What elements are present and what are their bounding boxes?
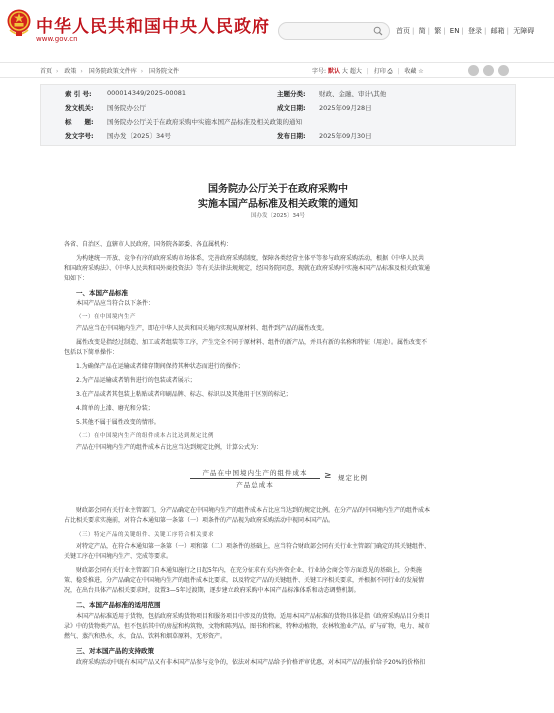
section-heading-3: 三、对本国产品的支持政策 bbox=[76, 647, 154, 655]
index-number-value: 000014349/2025-00081 bbox=[107, 89, 186, 97]
national-emblem-icon[interactable] bbox=[6, 8, 32, 38]
section-heading-2: 二、本国产品标准的适用范围 bbox=[76, 601, 161, 609]
link-home[interactable]: 首页 bbox=[396, 27, 410, 35]
formula-numerator: 产品在中国境内生产的组件成本 bbox=[202, 469, 308, 477]
document-number: 国办发〔2025〕34号 bbox=[251, 213, 305, 219]
share-wechat-icon[interactable] bbox=[468, 65, 479, 76]
cost-ratio-formula bbox=[190, 468, 400, 494]
paragraph: 占比相关要求实施前，对符合本通知第一条第（一）项条件的产品视为政府采购活动中视同本国产品。 bbox=[64, 517, 335, 524]
share-weibo-icon[interactable] bbox=[483, 65, 494, 76]
formula-fraction-line bbox=[190, 478, 320, 479]
salutation: 各省、自治区、直辖市人民政府，国务院各部委、各直属机构： bbox=[64, 241, 233, 248]
paragraph: 产品应当在中国境内生产，即在中华人民共和国关境内实现从原材料、组件到产品的属性改变。 bbox=[76, 325, 329, 332]
favorite-button[interactable]: 收藏 bbox=[404, 68, 417, 75]
meta-row-issuer bbox=[41, 103, 517, 116]
paragraph: 策、稳妥推进，分产品确定在中国境内生产的组件成本比要求，以及特定产品的关键组件、关键工序相关要求，并根据不同行业的发展情 bbox=[64, 577, 425, 584]
formula-rhs: 规定比例 bbox=[338, 474, 368, 482]
document-title-line2: 实施本国产品标准及相关政策的通知 bbox=[198, 199, 358, 210]
title-label: 标 题: bbox=[65, 118, 94, 126]
page-tools: 字号: 默认 大 超大 | 打印 ⎙ | 收藏 ☆ bbox=[312, 68, 424, 75]
paragraph: 对特定产品，在符合本通知第一条第（一）项和第（二）项条件的基础上，应当符合财政部会同有关行业主管部门确定的其关键组件、 bbox=[76, 543, 431, 550]
meta-row-docnum bbox=[41, 131, 517, 144]
breadcrumb-state-council-docs[interactable]: 国务院文件 bbox=[149, 68, 180, 75]
star-icon: ☆ bbox=[418, 68, 424, 75]
intro-line: 和国政府采购法》、《中华人民共和国外商投资法》等有关法律法规规定，经国务院同意，现就在政府采购中实施本国产品标准及相关政策通 bbox=[64, 265, 431, 272]
formula-ge-sign: ≥ bbox=[324, 471, 332, 481]
doc-number-value: 国办发〔2025〕34号 bbox=[107, 132, 171, 140]
publish-date-value: 2025年09月30日 bbox=[319, 132, 372, 140]
site-header bbox=[0, 0, 554, 62]
link-login[interactable]: 登录 bbox=[468, 27, 483, 35]
paragraph: 属性改变是指经过制造、加工或者组装等工序，产生完全不同于原材料、组件的新产品，并具有新的名称和特征（用途）。属性改变不 bbox=[76, 339, 428, 346]
subject-label: 主题分类: bbox=[277, 90, 306, 98]
site-url: www.gov.cn bbox=[36, 35, 78, 43]
paragraph: 关键工序在中国境内生产、完成等要求。 bbox=[64, 553, 173, 560]
written-date-label: 成文日期: bbox=[277, 104, 306, 112]
top-links: 首页 | 简 | 繁 | EN | 登录 | 邮箱 | 无障碍 bbox=[396, 27, 535, 35]
written-date-value: 2025年09月28日 bbox=[319, 104, 372, 112]
breadcrumb-policy[interactable]: 政策 bbox=[64, 68, 77, 75]
search-input[interactable] bbox=[278, 22, 390, 40]
breadcrumb: 首页 › 政策 › 国务院政策文件库 › 国务院文件 bbox=[40, 68, 180, 75]
paragraph: 燃气、蒸汽和热水，水，食品、饮料和烟草原料，无形资产。 bbox=[64, 633, 227, 640]
intro-line: 为构建统一开放、竞争有序的政府采购市场体系，完善政府采购制度，保障各类经营主体平等参与政府采购活动，根据《中华人民共 bbox=[76, 255, 425, 262]
site-title[interactable]: 中华人民共和国中央人民政府 bbox=[36, 17, 270, 37]
link-traditional[interactable]: 繁 bbox=[434, 27, 442, 35]
print-icon: ⎙ bbox=[387, 68, 393, 75]
share-qzone-icon[interactable] bbox=[498, 65, 509, 76]
paragraph: 录》中的货物类产品，但不包括其中的房屋和构筑物，文物和陈列品，图书和档案，特种动植物，农林牧渔业产品，矿与矿物，电力、城市 bbox=[64, 623, 431, 630]
font-size-default[interactable]: 默认 bbox=[327, 68, 340, 75]
paragraph: 本国产品标准适用于货物，包括政府采购货物项目和服务项目中涉及的货物。适用本国产品标准的货物具体是指《政府采购品目分类目 bbox=[76, 613, 431, 620]
breadcrumb-bar bbox=[0, 62, 554, 78]
document-title-line1: 国务院办公厅关于在政府采购中 bbox=[208, 184, 348, 195]
link-english[interactable]: EN bbox=[449, 27, 460, 35]
section-heading-1: 一、本国产品标准 bbox=[76, 289, 128, 297]
subsection-heading: （三）特定产品的关键组件、关键工序符合相关要求 bbox=[76, 532, 215, 538]
list-item: 4.简单的上漆、磨光和分装； bbox=[76, 405, 154, 412]
intro-line: 知如下： bbox=[64, 275, 89, 282]
title-value: 国务院办公厅关于在政府采购中实施本国产品标准及相关政策的通知 bbox=[107, 118, 302, 126]
paragraph: 况，在出台具体产品相关要求时，设置3—5年过渡期，逐步建立政府采购中本国产品标准体系和动态调整机制。 bbox=[64, 587, 360, 594]
search-icon[interactable] bbox=[373, 26, 383, 36]
publish-date-label: 发布日期: bbox=[277, 132, 306, 140]
list-item: 3.在产品或者其包装上粘贴或者印刷品牌、标志、标识以及其他用于区别的标记； bbox=[76, 391, 292, 398]
subsection-heading: （二）在中国境内生产的组件成本占比达到规定比例 bbox=[76, 433, 215, 439]
link-simplified[interactable]: 简 bbox=[418, 27, 426, 35]
link-mailbox[interactable]: 邮箱 bbox=[490, 27, 505, 35]
paragraph: 包括以下简单操作： bbox=[64, 349, 119, 356]
subject-value: 财政、金融、审计\其他 bbox=[319, 90, 387, 98]
list-item: 2.为产品运输或者销售进行的包装或者展示； bbox=[76, 377, 196, 384]
document-metadata bbox=[40, 84, 516, 146]
formula-denominator: 产品总成本 bbox=[236, 481, 274, 489]
issuer-value: 国务院办公厅 bbox=[107, 104, 146, 112]
issuer-label: 发文机关: bbox=[65, 104, 94, 112]
paragraph: 财政部会同有关行业主管部门，分产品确定在中国境内生产的组件成本占比应当达到的规定比例。在分产品的中国境内生产的组件成本 bbox=[76, 507, 431, 514]
doc-number-label: 发文字号: bbox=[65, 132, 94, 140]
subsection-heading: （一）在中国境内生产 bbox=[76, 314, 137, 320]
list-item: 5.其他不属于属性改变的情形。 bbox=[76, 419, 160, 426]
font-size-large[interactable]: 大 bbox=[341, 68, 348, 75]
paragraph: 产品在中国境内生产的组件成本占比应当达到规定比例，计算公式为： bbox=[76, 444, 263, 451]
link-accessibility[interactable]: 无障碍 bbox=[513, 27, 535, 35]
paragraph: 政府采购活动中既有本国产品又有非本国产品参与竞争的，依法对本国产品给予价格评审优惠，对本国产品的报价给予20%的价格扣 bbox=[76, 659, 426, 666]
paragraph: 财政部会同有关行业主管部门自本通知施行之日起5年内，在充分征求有关内外资企业、行业协会商会等方面意见的基础上，分类施 bbox=[76, 567, 422, 574]
meta-row-title bbox=[41, 117, 517, 130]
breadcrumb-home[interactable]: 首页 bbox=[40, 68, 53, 75]
font-size-label: 字号: bbox=[312, 68, 327, 75]
list-item: 1.为确保产品在运输或者储存期间保持其种状态而进行的操作； bbox=[76, 363, 244, 370]
index-number-label: 索 引 号: bbox=[65, 90, 92, 98]
breadcrumb-policy-library[interactable]: 国务院政策文件库 bbox=[88, 68, 137, 75]
document-body bbox=[40, 158, 516, 713]
print-button[interactable]: 打印 bbox=[373, 68, 386, 75]
font-size-xlarge[interactable]: 超大 bbox=[349, 68, 362, 75]
paragraph: 本国产品应当符合以下条件： bbox=[76, 300, 155, 307]
meta-row-index bbox=[41, 89, 517, 102]
